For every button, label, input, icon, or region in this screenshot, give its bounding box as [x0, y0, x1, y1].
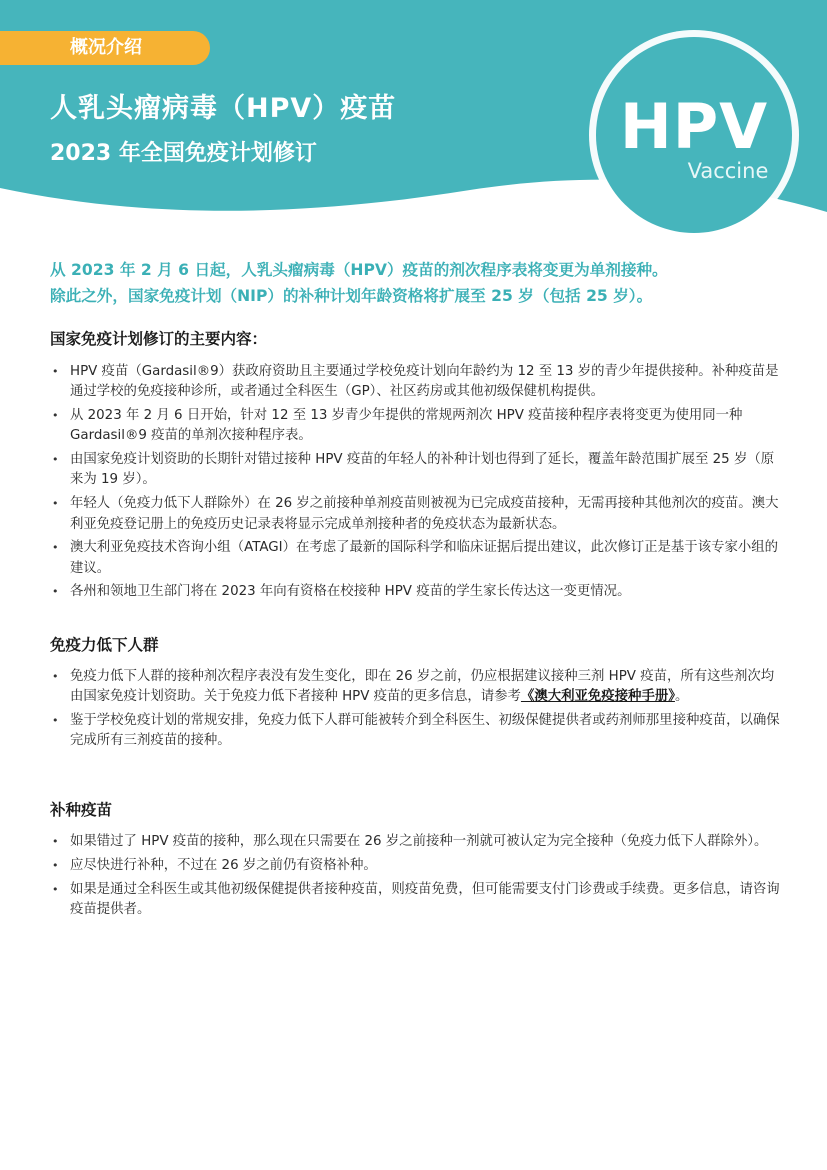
- immunocompromised-list: [50, 667, 785, 755]
- immunisation-handbook-link[interactable]: 《澳大利亚免疫接种手册》: [520, 689, 675, 705]
- intro-line-2: 除此之外，国家免疫计划（NIP）的补种计划年龄资格将扩展至 25 岁（包括 25 岁）。: [50, 287, 653, 305]
- page-title: 人乳头瘤病毒（HPV）疫苗: [50, 93, 397, 124]
- section-heading-immunocompromised: 免疫力低下人群: [50, 636, 159, 654]
- section-heading-nip-changes: 国家免疫计划修订的主要内容：: [50, 330, 268, 348]
- intro-summary: [50, 257, 790, 309]
- list-item: • 各州和领地卫生部门将在 2023 年向有资格在校接种 HPV 疫苗的学生家长传达这一变更情况。: [50, 582, 785, 602]
- page-subtitle: 2023 年全国免疫计划修订: [50, 141, 317, 166]
- hpv-vaccine-logo: [590, 70, 798, 200]
- header-banner: [0, 0, 827, 240]
- list-item: • 澳大利亚免疫技术咨询小组（ATAGI）在考虑了最新的国际科学和临床证据后提出建议，此次修订正是基于该专家小组的建议。: [50, 538, 785, 579]
- category-tag: 概况介绍: [50, 31, 210, 65]
- list-item: • 如果错过了 HPV 疫苗的接种，那么现在只需要在 26 岁之前接种一剂就可被认定为完全接种（免疫力低下人群除外）。: [50, 832, 785, 852]
- list-item: • 应尽快进行补种，不过在 26 岁之前仍有资格补种。: [50, 856, 785, 876]
- intro-line-1: 从 2023 年 2 月 6 日起，人乳头瘤病毒（HPV）疫苗的剂次程序表将变更为单剂接种。: [50, 261, 668, 279]
- list-item-end: 。: [674, 689, 689, 705]
- list-item: [50, 667, 785, 708]
- logo-hpv-text: HPV: [619, 90, 769, 163]
- catch-up-list: [50, 832, 785, 924]
- list-item-text: 免疫力低下人群的接种剂次程序表没有发生变化，即在 26 岁之前，仍应根据建议接种三剂 HPV 疫苗，所有这些剂次均由国家免疫计划资助。关于免疫力低下者接种 HPV 疫苗的更多信息，请参考: [70, 669, 775, 705]
- list-item: • HPV 疫苗（Gardasil®9）获政府资助且主要通过学校免疫计划向年龄约为 12 至 13 岁的青少年提供接种。补种疫苗是通过学校的免疫接种诊所，或者通过全科医生（GP）、社区药房或其他初级保健机构提供。: [50, 362, 785, 403]
- list-item: • 从 2023 年 2 月 6 日开始，针对 12 至 13 岁青少年提供的常规两剂次 HPV 疫苗接种程序表将变更为使用同一种 Gardasil®9 疫苗的单剂次接种程序表。: [50, 406, 785, 447]
- logo-vaccine-text: Vaccine: [687, 159, 769, 183]
- list-item: • 如果是通过全科医生或其他初级保健提供者接种疫苗，则疫苗免费，但可能需要支付门诊费或手续费。更多信息，请咨询疫苗提供者。: [50, 880, 785, 921]
- section-heading-catch-up: 补种疫苗: [50, 801, 113, 819]
- list-item: • 年轻人（免疫力低下人群除外）在 26 岁之前接种单剂疫苗则被视为已完成疫苗接种，无需再接种其他剂次的疫苗。澳大利亚免疫登记册上的免疫历史记录表将显示完成单剂接种者的免疫状态为最新状态。: [50, 494, 785, 535]
- list-item: • 鉴于学校免疫计划的常规安排，免疫力低下人群可能被转介到全科医生、初级保健提供者或药剂师那里接种疫苗，以确保完成所有三剂疫苗的接种。: [50, 711, 785, 752]
- nip-changes-list: [50, 362, 785, 606]
- list-item: • 由国家免疫计划资助的长期针对错过接种 HPV 疫苗的年轻人的补种计划也得到了延长，覆盖年龄范围扩展至 25 岁（原来为 19 岁）。: [50, 450, 785, 491]
